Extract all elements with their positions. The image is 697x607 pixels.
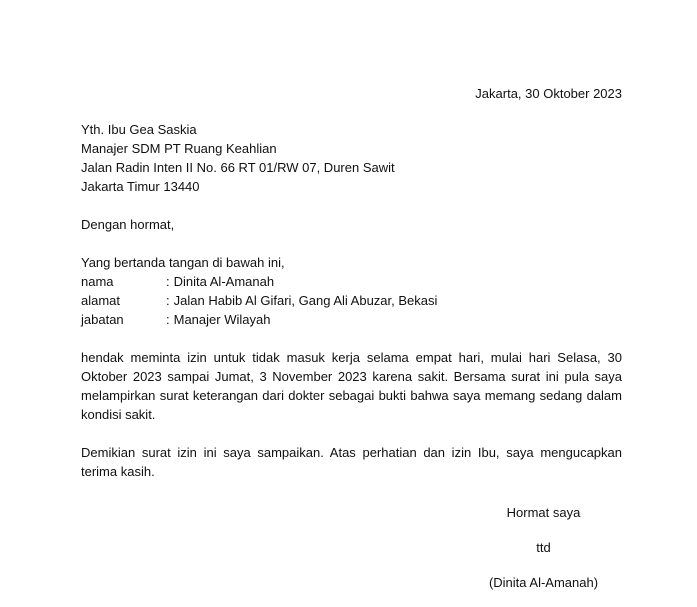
intro-line: Yang bertanda tangan di bawah ini,: [81, 255, 285, 270]
identity-row: [81, 291, 622, 310]
body-paragraph-1: hendak meminta izin untuk tidak masuk kerja selama empat hari, mulai hari Selasa, 30 Oktober 2023 sampai Jumat, 3 November 2023 karena sakit. Bersama surat ini pula saya melampirkan surat keterangan dari dokter sebagai bukti bahwa saya memang sedang dalam kondisi sakit.: [81, 350, 622, 422]
identity-row: [81, 272, 622, 291]
salutation: Dengan hormat,: [81, 217, 175, 232]
identity-list: [81, 272, 622, 329]
signature-block: [81, 503, 622, 592]
recipient-name: Yth. Ibu Gea Saskia: [81, 122, 197, 137]
recipient-block: [81, 120, 622, 196]
identity-row: [81, 310, 622, 329]
identity-value-jabatan: Manajer Wilayah: [173, 312, 271, 327]
signature-name: (Dinita Al-Amanah): [488, 575, 599, 590]
letter-content: [81, 84, 622, 592]
body-paragraph-2: Demikian surat izin ini saya sampaikan. Atas perhatian dan izin Ibu, saya mengucapkan terima kasih.: [81, 445, 622, 479]
identity-value-alamat: Jalan Habib Al Gifari, Gang Ali Abuzar, Bekasi: [173, 293, 438, 308]
identity-separator: :: [166, 293, 170, 308]
identity-value-nama: Dinita Al-Amanah: [173, 274, 275, 289]
signature-closing: Hormat saya: [506, 505, 581, 520]
identity-label-jabatan: jabatan: [81, 312, 124, 327]
signature-mark: ttd: [536, 540, 551, 555]
date-line: Jakarta, 30 Oktober 2023: [475, 86, 622, 101]
recipient-city: Jakarta Timur 13440: [81, 179, 200, 194]
identity-label-nama: nama: [81, 274, 114, 289]
recipient-position: Manajer SDM PT Ruang Keahlian: [81, 141, 277, 156]
identity-separator: :: [166, 312, 170, 327]
identity-label-alamat: alamat: [81, 293, 121, 308]
recipient-street: Jalan Radin Inten II No. 66 RT 01/RW 07, Duren Sawit: [81, 160, 395, 175]
identity-separator: :: [166, 274, 170, 289]
